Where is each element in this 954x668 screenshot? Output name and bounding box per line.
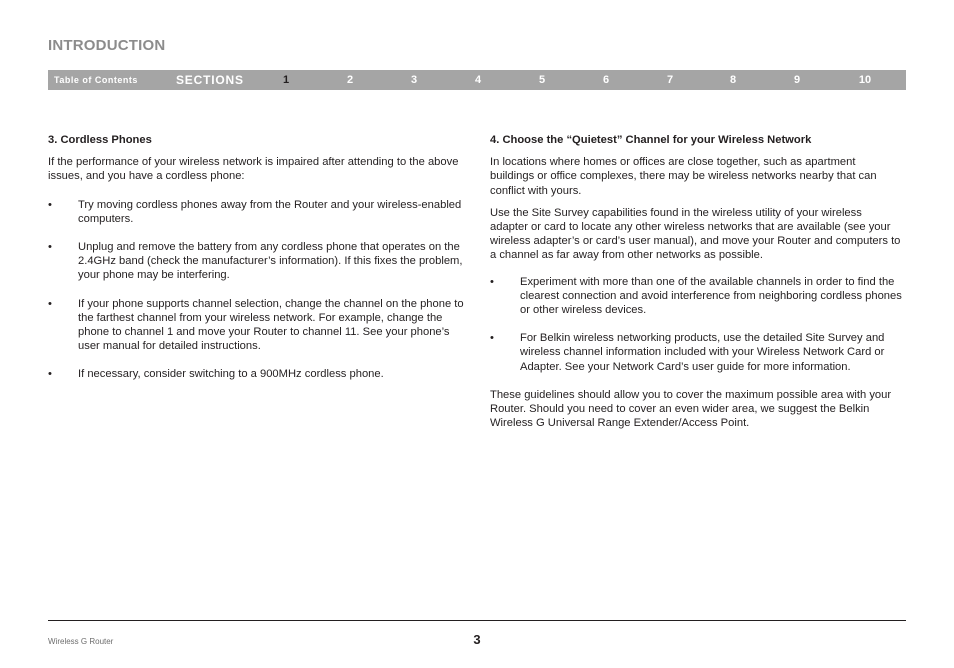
list-item-text: Experiment with more than one of the available channels in order to find the clearest connection and avoid interference from neighboring cordless phones or other wireless devices. [520,275,902,317]
table-of-contents-link[interactable]: Table of Contents [54,75,138,85]
list-item-text: For Belkin wireless networking products, use the detailed Site Survey and wireless channel information included with your Wireless Network Card or Adapter. See your Network Card’s user guide for more information. [520,332,885,373]
section-navbar [48,70,906,90]
bullet-icon: • [48,368,52,381]
section-link-5[interactable]: 5 [538,74,546,86]
footer-rule [48,620,906,621]
cordless-phones-heading: 3. Cordless Phones [48,134,152,146]
list-item-text: Try moving cordless phones away from the Router and your wireless-enabled computers. [78,198,462,225]
bullet-icon: • [490,275,494,288]
cordless-phones-list [48,198,468,382]
list-item [48,367,468,381]
list-item [490,275,902,318]
section-title: INTRODUCTION [48,37,166,54]
section-link-3[interactable]: 3 [410,74,418,86]
left-column [48,133,468,396]
bullet-icon: • [48,198,52,211]
section-link-7[interactable]: 7 [666,74,674,86]
quietest-channel-para-1: In locations where homes or offices are close together, such as apartment buildings or office complexes, there may be wireless networks nearby that can conflict with yours. [490,156,877,197]
list-item [48,240,468,283]
list-item-text: If your phone supports channel selection, change the channel on the phone to the farthest channel from your wireless network. For example, change the phone to channel 1 and move your Router to channel 11. See your phone’s user manual for detailed instructions. [78,297,464,353]
list-item [48,297,468,354]
section-link-1[interactable]: 1 [282,74,290,86]
list-item-text: If necessary, consider switching to a 900MHz cordless phone. [78,368,384,381]
quietest-channel-heading: 4. Choose the “Quietest” Channel for your Wireless Network [490,134,812,146]
right-column [490,133,902,438]
quietest-channel-closing: These guidelines should allow you to cover the maximum possible area with your Router. Should you need to cover an even wider area, we suggest the Belkin Wireless G Universal Range Extender/Access Point. [490,388,892,430]
quietest-channel-list [490,275,902,374]
list-item [490,331,902,374]
section-link-4[interactable]: 4 [474,74,482,86]
section-link-9[interactable]: 9 [793,74,801,86]
section-link-6[interactable]: 6 [602,74,610,86]
section-link-2[interactable]: 2 [346,74,354,86]
footer-product-name: Wireless G Router [48,637,114,646]
sections-label: SECTIONS [176,73,244,87]
cordless-phones-intro: If the performance of your wireless network is impaired after attending to the above issues, and you have a cordless phone: [48,156,459,183]
quietest-channel-para-2: Use the Site Survey capabilities found in the wireless utility of your wireless adapter or card to locate any other wireless networks that are available (see your wireless adapter’s or card’s user manual), and move your Router and computers to a channel as far away from other networks as possible. [490,206,901,262]
bullet-icon: • [48,297,52,310]
bullet-icon: • [490,332,494,345]
section-link-8[interactable]: 8 [729,74,737,86]
bullet-icon: • [48,241,52,254]
list-item-text: Unplug and remove the battery from any cordless phone that operates on the 2.4GHz band (check the manufacturer’s information). If this fixes the problem, your phone may be interfering. [78,241,463,282]
list-item [48,198,468,226]
section-link-10[interactable]: 10 [858,74,872,86]
page-number: 3 [473,632,481,647]
